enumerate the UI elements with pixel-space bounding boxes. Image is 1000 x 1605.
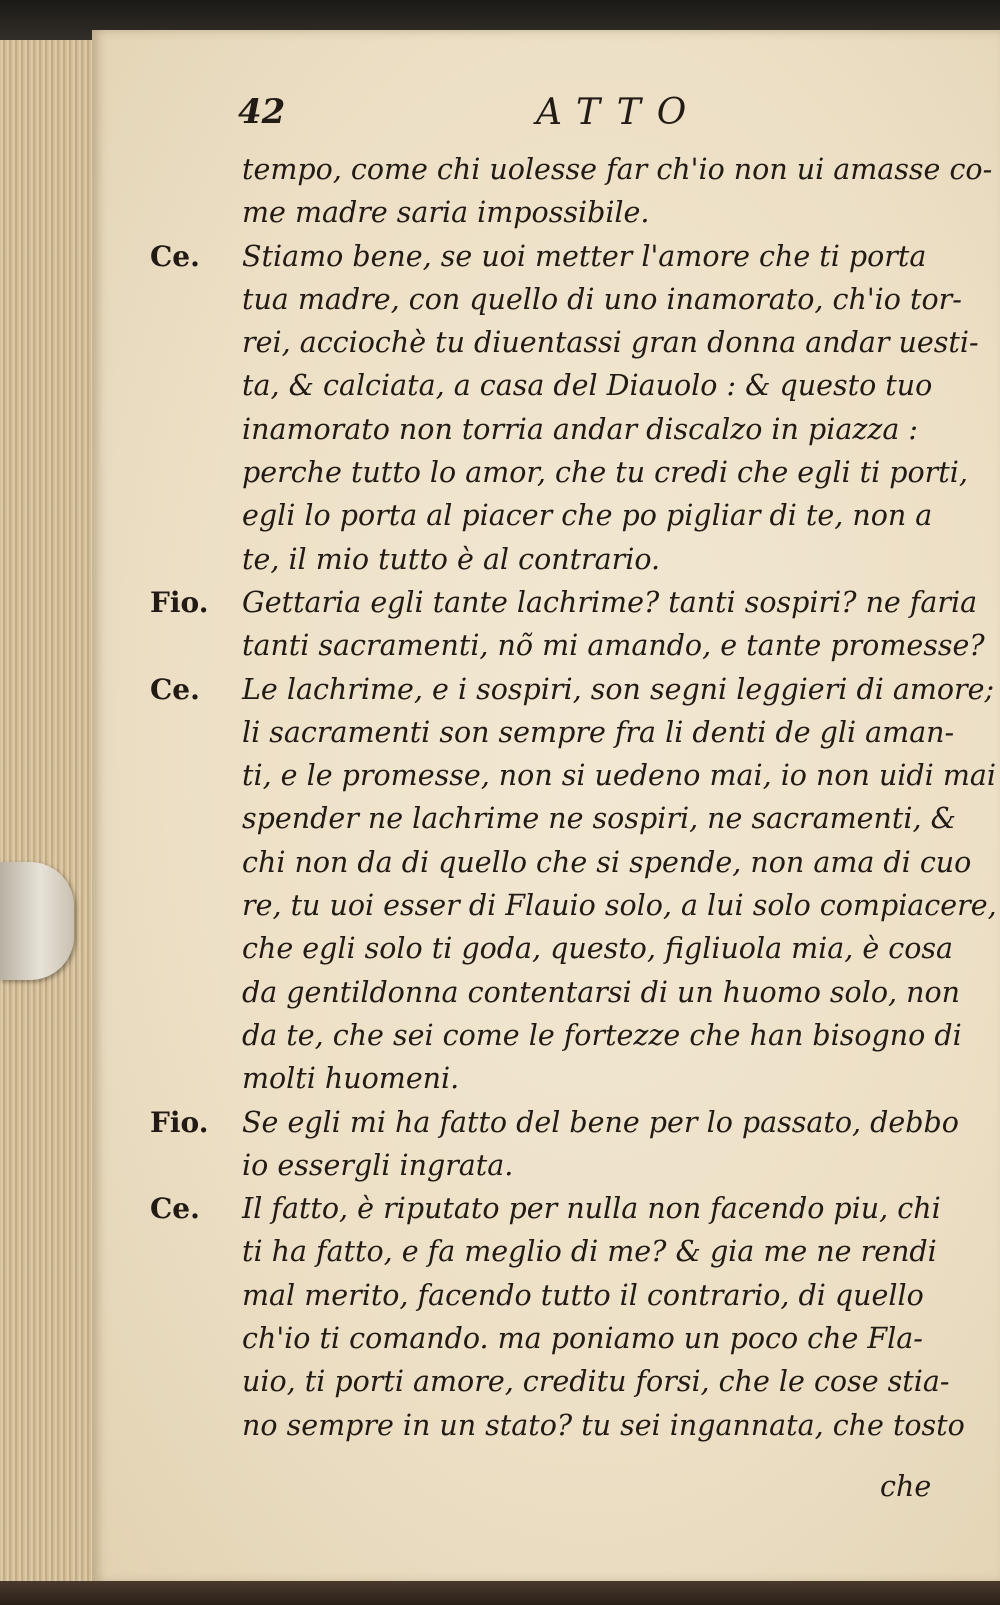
text-line: ti, e le promesse, non si uedeno mai, io non uidi mai [242, 759, 996, 793]
text-line: tua madre, con quello di uno inamorato, ch'io tor- [242, 282, 962, 316]
text-line: da te, che sei come le fortezze che han bisogno di [242, 1018, 962, 1052]
text-line: io essergli ingrata. [242, 1148, 514, 1182]
book-clasp [0, 862, 74, 980]
speech-block [150, 235, 979, 581]
speech-text [242, 581, 985, 668]
background-bottom [0, 1581, 1000, 1605]
text-line: uio, ti porti amore, creditu forsi, che le cose stia- [242, 1365, 950, 1399]
text-line: no sempre in un stato? tu sei ingannata, che tosto [242, 1408, 965, 1442]
catchword: che [880, 1470, 932, 1503]
text-line: spender ne lachrime ne sospiri, ne sacramenti, & [242, 802, 956, 836]
speaker-label: Ce. [150, 1192, 200, 1226]
text-line: egli lo porta al piacer che po pigliar di te, non a [242, 499, 933, 533]
speaker-label: Fio. [150, 585, 209, 619]
speech-block [150, 668, 997, 1101]
text-line: Stiamo bene, se uoi metter l'amore che ti porta [242, 239, 927, 273]
speech-text [242, 1187, 965, 1447]
text-line: re, tu uoi esser di Flauio solo, a lui solo compiacere, [242, 889, 997, 923]
speech-block [150, 1187, 965, 1447]
text-body [150, 148, 997, 1447]
text-line: tempo, come chi uolesse far ch'io non ui amasse co- [242, 153, 993, 186]
page-edges [0, 40, 100, 1585]
page-number: 42 [238, 92, 286, 132]
running-head: ATTO [536, 92, 703, 133]
text-line: Gettaria egli tante lachrime? tanti sospiri? ne faria [242, 585, 978, 619]
text-line: li sacramenti son sempre fra li denti de gli aman- [242, 715, 955, 749]
text-line: Il fatto, è riputato per nulla non facendo piu, chi [242, 1192, 941, 1226]
text-line: inamorato non torria andar discalzo in piazza : [242, 412, 918, 446]
text-line: rei, acciochè tu diuentassi gran donna andar uesti- [242, 326, 979, 360]
page-header [238, 92, 938, 142]
speech-text [242, 668, 997, 1101]
text-line: ch'io ti comando. ma poniamo un poco che Fla- [242, 1322, 923, 1356]
speech-block [150, 581, 985, 668]
text-line: ta, & calciata, a casa del Diauolo : & questo tuo [242, 369, 933, 403]
speech-text [242, 1101, 960, 1188]
speaker-label: Ce. [150, 672, 200, 706]
speaker-label: Fio. [150, 1105, 209, 1139]
text-line: me madre saria impossibile. [242, 196, 650, 230]
text-line: mal merito, facendo tutto il contrario, di quello [242, 1278, 924, 1312]
text-line: perche tutto lo amor, che tu credi che egli ti porti, [242, 456, 968, 490]
text-line: chi non da di quello che si spende, non ama di cuo [242, 845, 972, 879]
text-line: Le lachrime, e i sospiri, son segni leggieri di amore; [242, 672, 995, 706]
speech-text [242, 235, 979, 581]
text-line: ti ha fatto, e fa meglio di me? & gia me ne rendi [242, 1235, 937, 1269]
text-line: tanti sacramenti, nõ mi amando, e tante promesse? [242, 629, 985, 663]
speaker-label [150, 148, 242, 235]
speaker-label: Ce. [150, 239, 200, 273]
text-line: Se egli mi ha fatto del bene per lo passato, debbo [242, 1105, 959, 1139]
text-line: da gentildonna contentarsi di un huomo solo, non [242, 975, 960, 1009]
text-line: che egli solo ti goda, questo, figliuola mia, è cosa [242, 932, 954, 966]
speech-block [150, 1101, 960, 1188]
speech-block [150, 148, 993, 235]
text-line: molti huomeni. [242, 1062, 460, 1096]
speech-text [242, 148, 992, 235]
text-line: te, il mio tutto è al contrario. [242, 542, 661, 576]
